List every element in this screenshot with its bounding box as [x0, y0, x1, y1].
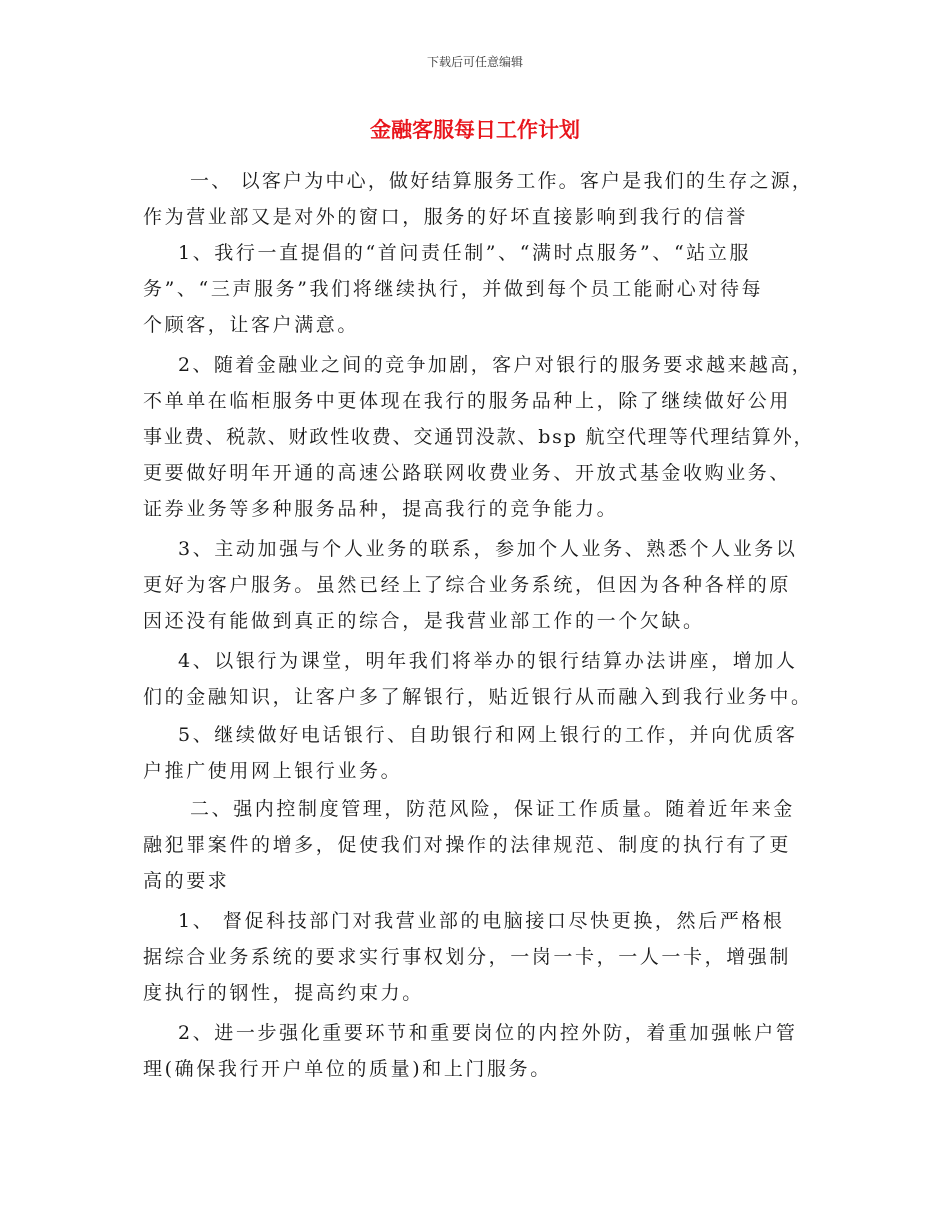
- body-line: 2、随着金融业之间的竞争加剧，客户对银行的服务要求越来越高，: [178, 354, 814, 376]
- body-line: 理(确保我行开户单位的质量)和上门服务。: [143, 1058, 552, 1080]
- document-title: 金融客服每日工作计划: [370, 117, 580, 142]
- header-note: 下载后可任意编辑: [426, 55, 523, 69]
- body-line: 务”、“三声服务”我们将继续执行，并做到每个员工能耐心对待每: [143, 278, 764, 300]
- body-line: 高的要求: [143, 870, 230, 892]
- body-line: 户推广使用网上银行业务。: [143, 760, 403, 782]
- body-line: 个顾客，让客户满意。: [143, 314, 360, 336]
- body-line: 据综合业务系统的要求实行事权划分，一岗一卡，一人一卡，增强制: [143, 946, 792, 968]
- body-line: 1、我行一直提倡的“首问责任制”、“满时点服务”、“站立服: [178, 242, 752, 264]
- body-line: 度执行的钢性，提高约束力。: [143, 982, 424, 1004]
- body-line: 更要做好明年开通的高速公路联网收费业务、开放式基金收购业务、: [143, 462, 792, 484]
- body-line: 一、 以客户为中心，做好结算服务工作。客户是我们的生存之源，: [190, 170, 814, 192]
- body-line: 4、以银行为课堂，明年我们将举办的银行结算办法讲座，增加人: [178, 650, 798, 672]
- body-line: 们的金融知识，让客户多了解银行，贴近银行从而融入到我行业务中。: [143, 686, 813, 708]
- body-line: 更好为客户服务。虽然已经上了综合业务系统，但因为各种各样的原: [143, 574, 792, 596]
- body-line: 二、强内控制度管理，防范风险，保证工作质量。随着近年来金: [190, 798, 795, 820]
- body-line: 2、进一步强化重要环节和重要岗位的内控外防，着重加强帐户管: [178, 1022, 798, 1044]
- body-line: 3、主动加强与个人业务的联系，参加个人业务、熟悉个人业务以: [178, 538, 798, 560]
- body-line: 因还没有能做到真正的综合，是我营业部工作的一个欠缺。: [143, 610, 705, 632]
- body-line: 5、继续做好电话银行、自助银行和网上银行的工作，并向优质客: [178, 724, 798, 746]
- body-line: 事业费、税款、财政性收费、交通罚没款、bsp 航空代理等代理结算外，: [143, 426, 815, 448]
- body-line: 不单单在临柜服务中更体现在我行的服务品种上，除了继续做好公用: [143, 390, 792, 412]
- body-line: 证券业务等多种服务品种，提高我行的竞争能力。: [143, 498, 619, 520]
- body-line: 作为营业部又是对外的窗口，服务的好坏直接影响到我行的信誉: [143, 206, 748, 228]
- body-line: 1、 督促科技部门对我营业部的电脑接口尽快更换，然后严格根: [178, 910, 785, 932]
- body-line: 融犯罪案件的增多，促使我们对操作的法律规范、制度的执行有了更: [143, 834, 792, 856]
